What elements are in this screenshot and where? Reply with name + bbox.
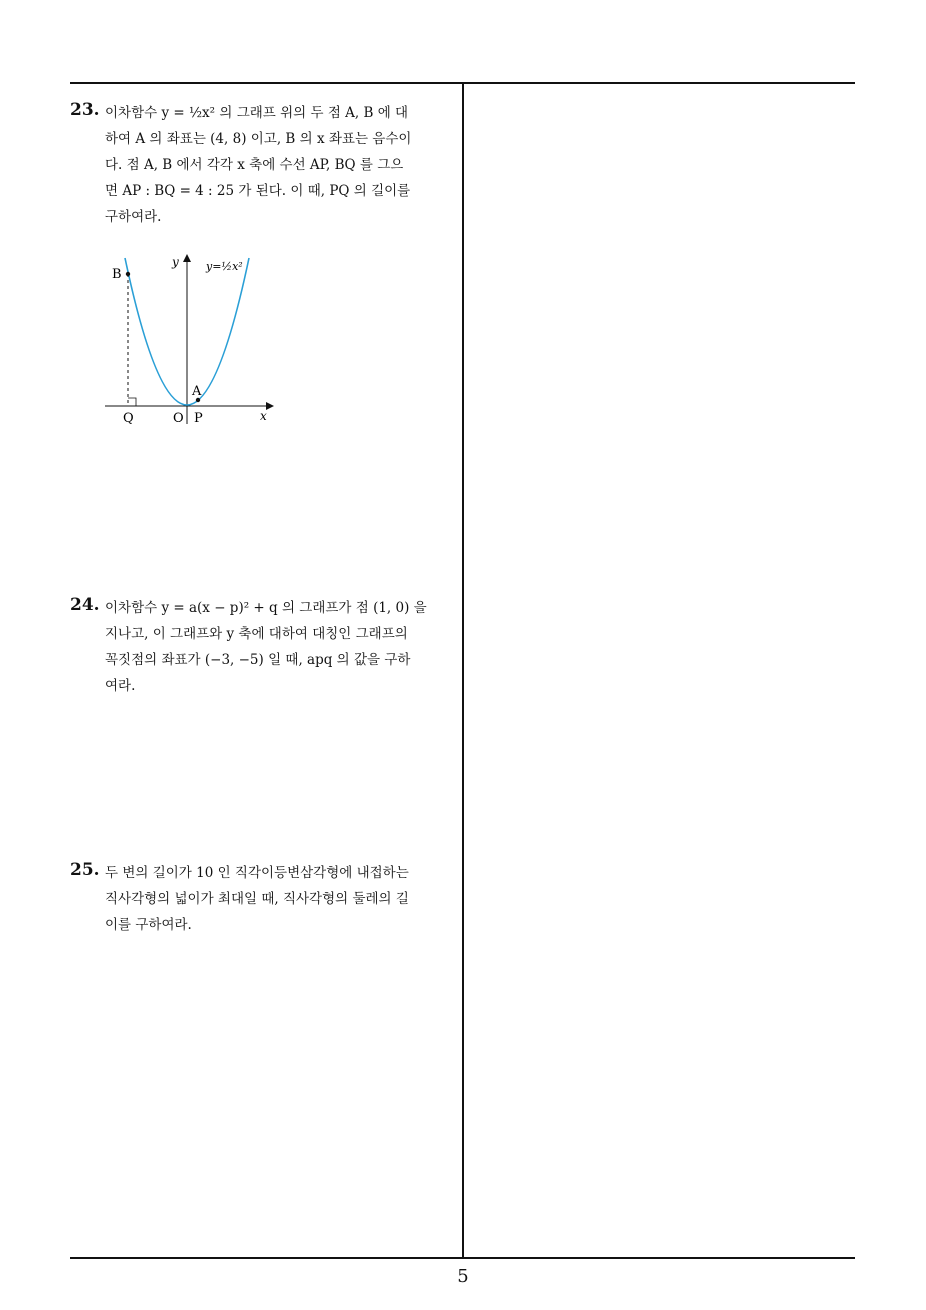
label-P: P [194, 411, 203, 426]
problem-line: 두 변의 길이가 10 인 직각이등변삼각형에 내접하는 [105, 865, 409, 881]
problem-line: 이차함수 y = ½x² 의 그래프 위의 두 점 A, B 에 대 [105, 105, 409, 121]
problem-line: 이를 구하여라. [105, 917, 192, 933]
point-B [126, 272, 130, 276]
page-number: 5 [457, 1266, 469, 1287]
problem-number: 24. [70, 595, 100, 615]
problem-text [105, 860, 458, 938]
column-divider [462, 83, 464, 1258]
problem-number: 23. [70, 100, 100, 120]
label-Q: Q [123, 411, 134, 426]
parabola-figure [100, 252, 280, 432]
x-axis-label: x [260, 409, 267, 423]
problem-line: 하여 A 의 좌표는 (4, 8) 이고, B 의 x 좌표는 음수이 [105, 131, 412, 147]
problem-line: 면 AP : BQ = 4 : 25 가 된다. 이 때, PQ 의 길이를 [105, 183, 411, 199]
problem-line: 여라. [105, 678, 136, 694]
problem-line: 이차함수 y = a(x − p)² + q 의 그래프가 점 (1, 0) 을 [105, 600, 427, 616]
problem-line: 꼭짓점의 좌표가 (−3, −5) 일 때, apq 의 값을 구하 [105, 652, 411, 668]
label-A: A [192, 384, 202, 399]
problem-line: 지나고, 이 그래프와 y 축에 대하여 대칭인 그래프의 [105, 626, 408, 642]
problem-line: 다. 점 A, B 에서 각각 x 축에 수선 AP, BQ 를 그으 [105, 157, 404, 173]
problem-24 [70, 595, 458, 699]
problem-23 [70, 100, 458, 230]
problem-text [105, 100, 458, 230]
label-B: B [112, 267, 122, 282]
curve-label: y=½x² [206, 260, 243, 273]
bottom-rule [70, 1257, 855, 1259]
right-angle-mark [128, 398, 136, 406]
problem-text [105, 595, 458, 699]
problem-line: 구하여라. [105, 209, 162, 225]
label-O: O [173, 411, 184, 426]
problem-number: 25. [70, 860, 100, 880]
problem-25 [70, 860, 458, 938]
y-axis-label: y [172, 255, 179, 269]
problem-line: 직사각형의 넓이가 최대일 때, 직사각형의 둘레의 길 [105, 891, 409, 907]
